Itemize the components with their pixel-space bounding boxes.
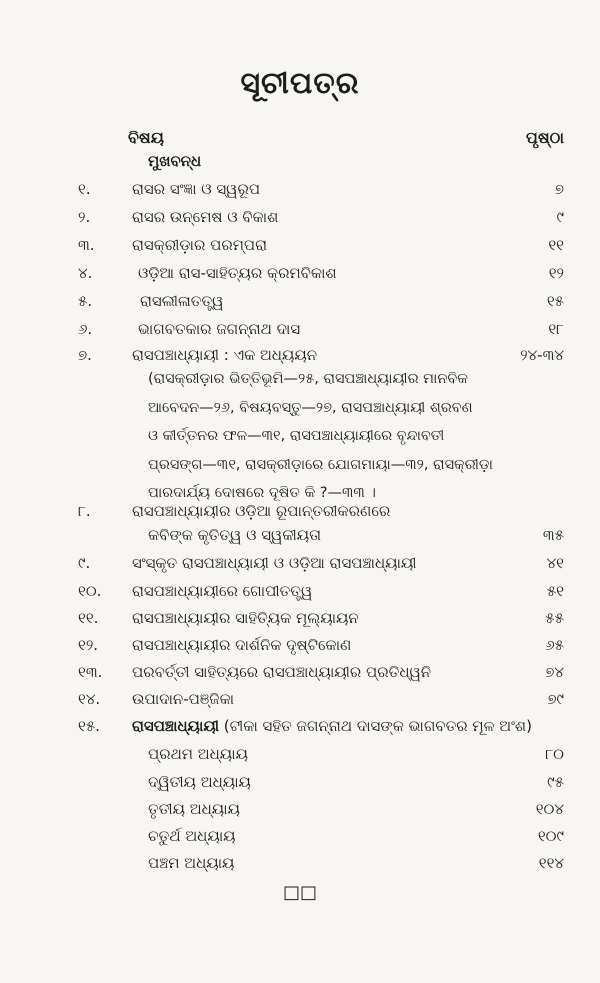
toc-row [0, 582, 600, 610]
toc-number: ୮. [78, 502, 91, 520]
toc-label: ରାସପଞ୍ଚାଧ୍ୟାୟୀର ଓଡ଼ିଆ ରୂପାନ୍ତରୀକରଣରେ [132, 502, 391, 520]
chapter-row [0, 773, 600, 801]
chapter-row [0, 827, 600, 855]
toc-label: ରାସର ଉନ୍ମେଷ ଓ ବିକାଶ [132, 208, 279, 226]
toc-number: ୯. [78, 554, 91, 572]
toc-label: ପରବର୍ତ୍ତୀ ସାହିତ୍ୟରେ ରାସପଞ୍ଚାଧ୍ୟାୟୀର ପ୍ରତିଧ୍ୱନି [132, 663, 432, 681]
chapter-row [0, 854, 600, 882]
toc-row [0, 236, 600, 264]
toc-page: ୧୮ [548, 320, 564, 338]
summary-line: ପ୍ରସଙ୍ଗ—୩୧, ରାସକ୍ରୀଡ଼ାରେ ଯୋଗମାୟା—୩୨, ରାସକ୍ରୀଡ଼ା [148, 456, 493, 473]
toc-label-note: (ଟୀକା ସହିତ ଜଗନ୍ନାଥ ଦାସଙ୍କ ଭାଗବତର ମୂଳ ଅଂଶ) [219, 717, 532, 735]
page-footer-mark: □□ [282, 882, 317, 903]
chapter-row [0, 745, 600, 773]
page-title: ସୂଚୀପତ୍ର [240, 66, 360, 101]
toc-label: ରାସକ୍ରୀଡ଼ାର ପରମ୍ପରା [132, 236, 268, 254]
toc-row [0, 264, 600, 292]
toc-number: ୧୦. [78, 582, 102, 600]
toc-number: ୫. [78, 292, 93, 310]
chapter-page: ୮୦ [545, 745, 564, 763]
toc-label: ଓଡ଼ିଆ ରାସ-ସାହିତ୍ୟର କ୍ରମବିକାଶ [138, 264, 337, 282]
chapter-7-summary [148, 365, 566, 508]
toc-page: ୯ [556, 208, 564, 226]
toc-label: ରାସପଞ୍ଚାଧ୍ୟାୟୀରେ ଗୋପୀତତ୍ତ୍ୱ [132, 582, 313, 600]
subject-header: ବିଷୟ [128, 128, 164, 147]
summary-line: ଆବେଦନ—୨୬, ବିଷୟବସ୍ତୁ—୨୭, ରାସପଞ୍ଚାଧ୍ୟାୟୀ ଶ୍ରବଣ [148, 399, 473, 416]
toc-page: ୬୫ [545, 636, 564, 654]
toc-number: ୧୨. [78, 636, 99, 654]
chapter-label: ପ୍ରଥମ ଅଧ୍ୟାୟ [148, 745, 248, 763]
toc-number: ୧. [78, 180, 91, 198]
toc-page: ୭୪ [545, 663, 564, 681]
toc-label: ରାସପଞ୍ଚାଧ୍ୟାୟୀର ଦାର୍ଶନିକ ଦୃଷ୍ଟିକୋଣ [132, 636, 352, 654]
summary-line: ପାରଦାର୍ଯ୍ୟ ଦୋଷରେ ଦୂଷିତ କି ?—୩୩ । [148, 485, 376, 501]
toc-row [0, 690, 600, 718]
toc-number: ୧୩. [78, 663, 103, 681]
chapter-page: ୧୧୪ [538, 854, 564, 872]
toc-number: ୨. [78, 208, 91, 226]
toc-page: ୧୫ [546, 292, 564, 310]
toc-row [0, 292, 600, 320]
page-header: ପୃଷ୍ଠା [525, 128, 564, 147]
toc-number: ୧୧. [78, 609, 99, 627]
summary-line: (ରାସକ୍ରୀଡ଼ାର ଭିତ୍ତିଭୂମି—୨୫, ରାସପଞ୍ଚାଧ୍ୟାୟୀର ମାନବିକ [148, 371, 468, 387]
toc-page: ୩୫ [542, 526, 564, 544]
toc-label: ରାସପଞ୍ଚାଧ୍ୟାୟୀ : ଏକ ଅଧ୍ୟୟନ [132, 346, 318, 364]
toc-number: ୧୫. [78, 717, 100, 735]
chapter-row [0, 800, 600, 828]
toc-row [0, 208, 600, 236]
chapter-label: ଦ୍ୱିତୀୟ ଅଧ୍ୟାୟ [148, 773, 251, 791]
chapter-page: ୯୫ [547, 773, 564, 791]
toc-page: ୪୧ [546, 554, 564, 572]
chapter-label: ପଞ୍ଚମ ଅଧ୍ୟାୟ [148, 854, 235, 872]
toc-label: ସଂସ୍କୃତ ରାସପଞ୍ଚାଧ୍ୟାୟୀ ଓ ଓଡ଼ିଆ ରାସପଞ୍ଚାଧ୍ୟାୟୀ [132, 554, 417, 572]
toc-number: ୩. [78, 236, 95, 254]
toc-number: ୬. [78, 320, 93, 338]
toc-row [0, 320, 600, 348]
toc-label: ମୁଖବନ୍ଧ [148, 152, 202, 170]
toc-row-continued [0, 526, 600, 554]
chapter-page: ୧୦୪ [535, 800, 564, 818]
toc-row [0, 180, 600, 208]
toc-row [0, 717, 600, 745]
toc-label: ଉପାଦାନ-ପଞ୍ଜିକା [132, 690, 235, 708]
toc-row-intro [0, 152, 600, 180]
toc-label: ଭାଗବତକାର ଜଗନ୍ନାଥ ଦାସ [138, 320, 301, 338]
toc-page: ୭୯ [547, 690, 564, 708]
toc-label [132, 717, 532, 735]
chapter-page: ୧୦୯ [537, 827, 564, 845]
toc-label: ରାସର ସଂଜ୍ଞା ଓ ସ୍ୱରୂପ [132, 180, 261, 198]
chapter-label: ତୃତୀୟ ଅଧ୍ୟାୟ [148, 800, 240, 818]
toc-page: ୭ [554, 180, 564, 198]
toc-page: ୫୫ [545, 609, 564, 627]
toc-label: କବିଙ୍କ କୃତିତ୍ୱ ଓ ସ୍ୱକୀୟତା [148, 526, 322, 544]
toc-page: ୨୪-୩୪ [520, 346, 564, 364]
toc-row [0, 663, 600, 691]
toc-page: ୧୧ [548, 236, 564, 254]
toc-page: ୫୧ [546, 582, 564, 600]
toc-row [0, 554, 600, 582]
toc-row [0, 636, 600, 664]
toc-page: ୧୨ [548, 264, 564, 282]
toc-row [0, 609, 600, 637]
toc-number: ୧୪. [78, 690, 101, 708]
toc-number: ୭. [78, 346, 92, 364]
toc-label-bold: ରାସପଞ୍ଚାଧ୍ୟାୟୀ [132, 717, 219, 735]
chapter-label: ଚତୁର୍ଥ ଅଧ୍ୟାୟ [148, 827, 236, 845]
toc-label: ରାସପଞ୍ଚାଧ୍ୟାୟୀର ସାହିତ୍ୟିକ ମୂଲ୍ୟାୟନ [132, 609, 359, 627]
toc-label: ରାସଲୀଳାତତ୍ତ୍ୱ [140, 292, 224, 310]
summary-line: ଓ କୀର୍ତ୍ତନର ଫଳ—୩୧, ରାସପଞ୍ଚାଧ୍ୟାୟୀରେ ବୃନ୍ଦାବତୀ [148, 428, 445, 444]
toc-number: ୪. [78, 264, 93, 282]
